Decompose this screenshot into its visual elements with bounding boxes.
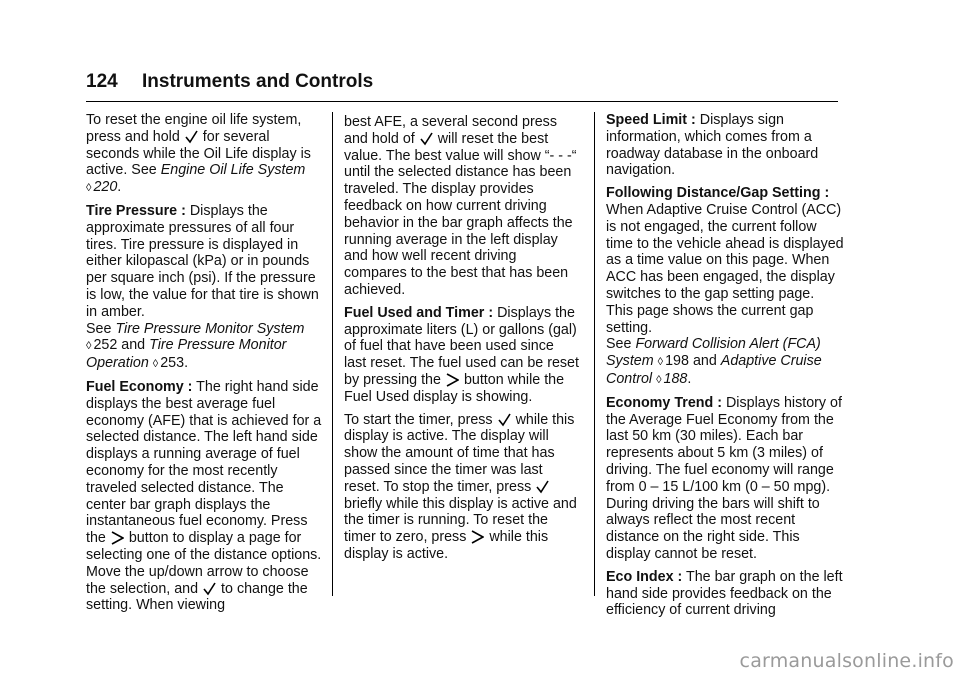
thumbwheel-arrow-icon [471,530,484,544]
page-ref-188[interactable]: 188 [663,370,688,387]
checkmark-icon [203,582,216,596]
term-tire-pressure: Tire Pressure : [86,202,186,219]
page-reference-arrow-icon: ◊ [152,358,159,371]
section-title: Instruments and Controls [142,71,374,92]
checkmark-icon [536,480,549,494]
paragraph-economy-trend: Economy Trend : Displays history of the Average Fuel Economy from the last 50 km (30 miles). Each bar represents about 5 km (3 miles) of driving. The fuel economy will range from 0 – 15 L/100 km (0 – 50 mpg). During driving the bars will shift to always reflect the most recent distance on the right side. This display cannot be reset. [606,394,842,562]
term-eco-index: Eco Index : [606,568,683,585]
page-reference-arrow-icon: ◊ [657,356,664,369]
column-divider-1 [332,112,333,596]
paragraph-oil-reset: To reset the engine oil life system, press and hold for several seconds while the Oil Life display is active. See Engine Oil Life System ◊ 220. [86,112,311,196]
text-column-1 [86,112,322,620]
page-reference-arrow-icon: ◊ [86,182,92,195]
page-reference-arrow-icon: ◊ [656,373,662,386]
checkmark-icon [420,132,433,146]
term-economy-trend: Economy Trend : [606,394,722,411]
page-ref-220[interactable]: 220 [93,179,118,196]
page-ref-252[interactable]: 252 [93,337,118,354]
paragraph-following-distance: Following Distance/Gap Setting : When Adaptive Cruise Control (ACC) is not engaged, the current follow time to the vehicle ahead is displayed as a time value on this page. When ACC has been engaged, the display switches to the gap setting page. This page shows the current gap setting. See Forward Collision Alert (FCA) System ◊ 198 and Adaptive Cruise Control ◊ 188. [606,185,844,387]
paragraph-timer: To start the timer, press while this display is active. The display will show the amount of time that has passed since the timer was last reset. To stop the timer, press briefly while this display is active and the timer is running. To reset the timer to zero, press while this display is active. [344,411,577,562]
paragraph-speed-limit: Speed Limit : Displays sign information, which comes from a roadway database in the onboard navigation. [606,112,819,179]
thumbwheel-arrow-icon [111,531,124,545]
page-ref-253[interactable]: 253 [160,355,185,372]
ref-fca-system[interactable]: Forward Collision Alert (FCA) System [606,336,821,370]
ref-tpms-operation[interactable]: Tire Pressure Monitor Operation [86,337,287,372]
watermark: carmanualsonline.info [739,650,954,672]
page-number: 124 [86,71,118,92]
page-reference-arrow-icon: ◊ [86,340,92,353]
page-header [86,68,838,102]
column-divider-2 [594,112,595,596]
page-ref-198[interactable]: 198 [665,353,689,370]
paragraph-fuel-economy: Fuel Economy : The right hand side displays the best average fuel economy (AFE) that is achieved for a selected distance. The left hand side displays a running average of fuel economy for the most recently traveled selected distance. The center bar graph displays the instantaneous fuel economy. Press the button to display a page for selecting one of the distance options. Move the up/down arrow to choose the selection, and to change the setting. When viewing [86,378,322,614]
ref-tpms[interactable]: Tire Pressure Monitor System [115,320,305,337]
paragraph-best-afe: best AFE, a several second press and hold of will reset the best value. The best value will show “- - -“ until the selected distance has been traveled. The display provides feedback on how current driving behavior in the bar graph affects the running average in the left display and how well recent driving compares to the best that has been achieved. [344,114,577,298]
term-speed-limit: Speed Limit : [606,112,696,128]
ref-adaptive-cruise[interactable]: Adaptive Cruise Control [606,353,822,387]
thumbwheel-arrow-icon [446,373,459,387]
paragraph-fuel-used: Fuel Used and Timer : Displays the approximate liters (L) or gallons (gal) of fuel that have been used since last reset. The fuel used can be reset by pressing the button while the Fuel Used display is showing. [344,304,579,405]
paragraph-eco-index: Eco Index : The bar graph on the left hand side provides feedback on the efficiency of current driving [606,568,843,619]
checkmark-icon [498,413,511,427]
term-fuel-economy: Fuel Economy : [86,378,193,395]
term-following-distance: Following Distance/Gap Setting : [606,185,830,202]
text-column-3 [606,112,844,625]
checkmark-icon [185,130,198,144]
ref-engine-oil-life[interactable]: Engine Oil Life System [160,162,306,179]
paragraph-tire-pressure: Tire Pressure : Displays the approximate pressures of all four tires. Tire pressure is displayed in either kilopascal (kPa) or in pounds per square inch (psi). If the pressure is low, the value for that tire is shown in amber. See Tire Pressure Monitor System ◊ 252 and Tire Pressure Monitor Operation ◊ 253. [86,202,319,372]
term-fuel-used-timer: Fuel Used and Timer : [344,304,494,321]
text-column-2 [344,114,580,569]
